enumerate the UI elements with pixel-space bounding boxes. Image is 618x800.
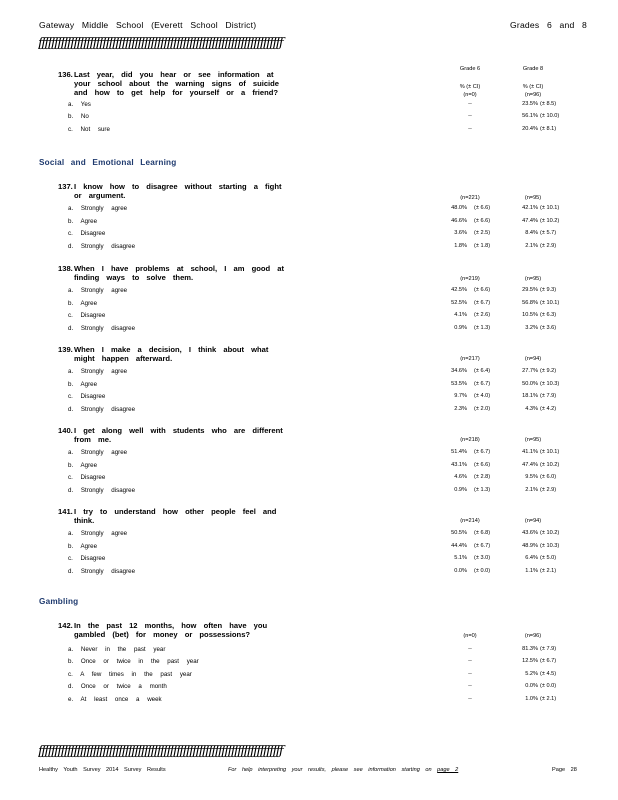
answer-option-label: a. Never in the past year — [68, 646, 166, 653]
question-text — [74, 507, 284, 525]
grade6-ci: (± 1.3) — [474, 324, 491, 331]
grade6-percent: 9.7% — [454, 393, 467, 400]
grade6-percent: 4.1% — [454, 312, 467, 319]
grade6-ci: (± 6.6) — [474, 461, 491, 468]
grade6-percent: 52.5% — [451, 299, 467, 306]
answer-option-label: a. Strongly agree — [68, 205, 128, 212]
grade8-ci: (± 10.0) — [540, 113, 560, 120]
grade6-percent: -- — [468, 658, 472, 665]
grade8-percent: 2.1% — [525, 486, 538, 493]
answer-option-label: b. No — [68, 113, 89, 121]
grade6-ci: (± 1.8) — [474, 242, 491, 249]
sample-size-grade6: (n=217) — [460, 356, 480, 362]
grade8-ci: (± 10.1) — [540, 299, 560, 306]
grade8-ci: (± 4.2) — [540, 405, 557, 412]
question-text — [74, 426, 284, 444]
grade8-ci: (± 7.9) — [540, 646, 557, 652]
answer-option-label: c. Disagree — [68, 230, 106, 238]
sample-size-grade6: (n=219) — [460, 276, 480, 282]
answer-option-label: e. At least once a week — [68, 695, 162, 703]
question-text-line: might happen afterward. — [74, 354, 173, 364]
grade8-percent: 27.7% — [522, 368, 538, 374]
grade8-ci: (± 10.2) — [540, 461, 560, 468]
grade6-percent: -- — [468, 695, 472, 702]
grade8-ci: (± 8.5) — [540, 101, 557, 107]
grade6-ci: (± 6.8) — [474, 530, 491, 536]
grade6-ci: (± 6.7) — [474, 299, 491, 306]
question-text-line: and how to get help for yourself or a friend? — [74, 88, 279, 98]
grade8-percent: 43.6% — [522, 530, 538, 536]
footer-page-number: Page 28 — [552, 767, 577, 773]
footer-help-message: For help interpreting your results, please see information starting on — [228, 767, 432, 773]
question-number: 140. — [58, 426, 73, 435]
grade6-ci: (± 6.6) — [474, 217, 491, 224]
grade8-ci: (± 9.2) — [540, 368, 557, 374]
answer-option-label: b. Agree — [68, 217, 98, 225]
grade6-ci: (± 6.7) — [474, 542, 491, 549]
answer-option-label: c. A few times in the past year — [68, 670, 192, 678]
grade8-ci: (± 10.3) — [540, 542, 560, 549]
question-number: 137. — [58, 182, 73, 191]
grade8-percent: 56.1% — [522, 113, 538, 120]
grade8-ci: (± 4.5) — [540, 670, 557, 677]
question-text-line: gambled (bet) for money or possessions? — [74, 630, 251, 640]
document-header-grades: Grades 6 and 8 — [510, 20, 588, 30]
grade8-percent: 1.1% — [525, 567, 538, 574]
grade6-ci: (± 2.5) — [474, 230, 491, 237]
question-text-line: your school about the warning signs of suicide — [74, 79, 280, 89]
answer-option-label: b. Once or twice in the past year — [68, 658, 199, 666]
answer-option-label: d. Strongly disagree — [68, 405, 136, 413]
grade6-percent: -- — [468, 646, 472, 652]
answer-option-label: d. Strongly disagree — [68, 567, 136, 575]
footer-help-text — [228, 767, 458, 773]
grade8-ci: (± 9.3) — [540, 287, 557, 293]
grade6-percent: -- — [468, 113, 472, 120]
grade6-percent: 43.1% — [451, 461, 467, 468]
question-text — [74, 182, 284, 200]
grade6-ci: (± 2.0) — [474, 405, 491, 412]
grade8-ci: (± 10.1) — [540, 449, 560, 455]
question-text-line: finding ways to solve them. — [74, 273, 194, 283]
grade8-ci: (± 2.9) — [540, 242, 557, 249]
grade8-percent: 56.8% — [522, 299, 538, 306]
grade6-ci: (± 6.6) — [474, 205, 491, 211]
grade8-percent: 2.1% — [525, 242, 538, 249]
question-number: 142. — [58, 621, 73, 630]
grade6-percent: -- — [468, 670, 472, 677]
answer-option-label: c. Disagree — [68, 393, 106, 401]
header-rule: ƒƒƒƒƒƒƒƒƒƒƒƒƒƒƒƒƒƒƒƒƒƒƒƒƒƒƒƒƒƒƒƒƒƒƒƒƒƒƒƒƒƒƒƒƒƒƒƒƒƒƒƒƒƒƒƒƒƒƒƒƒƒƒƒƒƒƒƒƒƒƒƒƒƒƒƒ — [38, 36, 283, 51]
answer-option-label: b. Agree — [68, 380, 98, 388]
grade8-percent: 0.0% — [525, 683, 538, 690]
sample-size-grade8: (n=95) — [524, 276, 542, 282]
grade6-percent: 46.6% — [451, 217, 467, 224]
grade8-ci: (± 10.2) — [540, 217, 560, 224]
grade6-ci: (± 0.0) — [474, 567, 491, 574]
grade8-ci: (± 8.1) — [540, 125, 557, 132]
sample-size-grade8: (n=95) — [524, 195, 542, 201]
grade6-percent: 0.0% — [454, 567, 467, 574]
question-text-line: I get along well with students who are different — [74, 426, 283, 435]
answer-option-label: a. Strongly agree — [68, 449, 128, 456]
grade8-ci: (± 5.0) — [540, 555, 557, 562]
grade6-percent: 53.5% — [451, 380, 467, 387]
document-header-title: Gateway Middle School (Everett School District) — [39, 20, 257, 30]
grade8-percent: 4.3% — [525, 405, 538, 412]
sample-size-grade6: (n=214) — [460, 518, 480, 524]
answer-option-label: c. Disagree — [68, 312, 106, 320]
grade8-percent: 50.0% — [522, 380, 538, 387]
grade6-percent: 5.1% — [454, 555, 467, 562]
question-text — [74, 345, 284, 363]
question-text-line: In the past 12 months, how often have you — [74, 621, 268, 630]
column-head-grade6: Grade 6 — [459, 66, 481, 72]
grade6-ci: (± 3.0) — [474, 555, 491, 562]
question-text-line: I know how to disagree without starting a fight — [74, 182, 282, 191]
question-text-line: When I make a decision, I think about what — [74, 345, 269, 354]
grade8-percent: 18.1% — [522, 393, 538, 400]
grade6-percent: 4.6% — [454, 474, 467, 481]
grade8-percent: 1.0% — [525, 695, 538, 702]
grade8-ci: (± 3.6) — [540, 324, 557, 331]
sample-size-grade6: (n=221) — [460, 195, 480, 201]
grade6-ci: (± 6.7) — [474, 380, 491, 387]
sample-size-grade8: (n=96) — [524, 633, 542, 639]
grade8-ci: (± 2.1) — [540, 567, 557, 574]
question-text-line: When I have problems at school, I am good at — [74, 264, 284, 273]
grade6-percent: -- — [468, 125, 472, 132]
footer-survey-name: Healthy Youth Survey 2014 Survey Results — [39, 767, 166, 773]
grade8-ci: (± 10.1) — [540, 205, 560, 211]
grade6-ci: (± 2.8) — [474, 474, 491, 481]
grade8-percent: 42.1% — [522, 205, 538, 211]
grade8-percent: 81.3% — [522, 646, 538, 652]
sample-size-grade6: (n=218) — [460, 437, 480, 443]
question-number: 138. — [58, 264, 73, 273]
grade8-percent: 48.9% — [522, 542, 538, 549]
answer-option-label: c. Disagree — [68, 474, 106, 482]
grade6-ci: (± 2.6) — [474, 312, 491, 319]
grade6-ci: (± 6.6) — [474, 287, 491, 293]
grade6-ci: (± 1.3) — [474, 486, 491, 493]
grade6-ci: (± 6.7) — [474, 449, 491, 455]
sample-size-grade6: (n=0) — [463, 92, 477, 98]
grade8-ci: (± 2.9) — [540, 486, 557, 493]
grade6-percent: 51.4% — [451, 449, 467, 455]
answer-option-label: d. Once or twice a month — [68, 683, 167, 691]
grade8-ci: (± 2.1) — [540, 695, 557, 702]
grade6-percent: 48.0% — [451, 205, 467, 211]
grade8-percent: 10.5% — [522, 312, 538, 319]
grade8-ci: (± 5.7) — [540, 230, 557, 237]
grade8-percent: 5.2% — [525, 670, 538, 677]
section-heading-gambling: Gambling — [39, 597, 79, 606]
column-head-pct8: % (± CI) — [522, 84, 544, 90]
column-head-pct6: % (± CI) — [459, 84, 481, 90]
grade6-percent: 0.9% — [454, 324, 467, 331]
grade8-ci: (± 0.0) — [540, 683, 557, 690]
answer-option-label: a. Strongly agree — [68, 287, 128, 294]
answer-option-label: d. Strongly disagree — [68, 324, 136, 332]
answer-option-label: a. Strongly agree — [68, 530, 128, 537]
sample-size-grade8: (n=96) — [524, 92, 542, 98]
grade6-percent: 44.4% — [451, 542, 467, 549]
footer-rule: ƒƒƒƒƒƒƒƒƒƒƒƒƒƒƒƒƒƒƒƒƒƒƒƒƒƒƒƒƒƒƒƒƒƒƒƒƒƒƒƒƒƒƒƒƒƒƒƒƒƒƒƒƒƒƒƒƒƒƒƒƒƒƒƒƒƒƒƒƒƒƒƒƒƒƒƒ — [38, 744, 283, 759]
grade6-percent: 0.9% — [454, 486, 467, 493]
grade6-percent: -- — [468, 683, 472, 690]
answer-option-label: a. Strongly agree — [68, 368, 128, 375]
column-head-grade8: Grade 8 — [522, 66, 544, 72]
grade6-ci: (± 6.4) — [474, 368, 491, 374]
grade8-percent: 8.4% — [525, 230, 538, 237]
grade6-percent: 3.6% — [454, 230, 467, 237]
grade6-percent: -- — [468, 101, 472, 107]
answer-option-label: c. Not sure — [68, 125, 110, 133]
grade8-percent: 20.4% — [522, 125, 538, 132]
sample-size-grade8: (n=94) — [524, 518, 542, 524]
answer-option-label: b. Agree — [68, 299, 98, 307]
grade6-percent: 2.3% — [454, 405, 467, 412]
grade6-ci: (± 4.0) — [474, 393, 491, 400]
grade8-percent: 23.5% — [522, 101, 538, 107]
sample-size-grade8: (n=94) — [524, 356, 542, 362]
grade8-ci: (± 6.3) — [540, 312, 557, 319]
question-text-line: or argument. — [74, 191, 126, 201]
grade8-percent: 47.4% — [522, 461, 538, 468]
answer-option-label: a. Yes — [68, 101, 91, 108]
grade8-percent: 12.5% — [522, 658, 538, 665]
answer-option-label: b. Agree — [68, 542, 98, 550]
sample-size-grade6: (n=0) — [463, 633, 477, 639]
question-number: 141. — [58, 507, 73, 516]
grade8-ci: (± 10.3) — [540, 380, 560, 387]
question-text-line: Last year, did you hear or see information at — [74, 70, 274, 79]
grade8-percent: 41.1% — [522, 449, 538, 455]
grade8-percent: 29.5% — [522, 287, 538, 293]
grade8-percent: 6.4% — [525, 555, 538, 562]
question-text — [74, 264, 284, 282]
question-text-line: from me. — [74, 435, 112, 445]
grade6-percent: 34.6% — [451, 368, 467, 374]
sample-size-grade8: (n=95) — [524, 437, 542, 443]
grade8-ci: (± 6.0) — [540, 474, 557, 481]
question-text-line: I try to understand how other people feel and — [74, 507, 277, 516]
grade6-percent: 1.8% — [454, 242, 467, 249]
grade8-ci: (± 6.7) — [540, 658, 557, 665]
question-number: 136. — [58, 70, 73, 79]
grade8-ci: (± 10.2) — [540, 530, 560, 536]
grade8-percent: 9.5% — [525, 474, 538, 481]
footer-page-link[interactable]: page 2 — [437, 767, 459, 773]
grade6-percent: 50.5% — [451, 530, 467, 536]
section-heading-social-emotional: Social and Emotional Learning — [39, 158, 177, 167]
grade8-percent: 47.4% — [522, 217, 538, 224]
question-text — [74, 70, 284, 98]
question-number: 139. — [58, 345, 73, 354]
answer-option-label: d. Strongly disagree — [68, 486, 136, 494]
grade8-percent: 3.2% — [525, 324, 538, 331]
grade6-percent: 42.5% — [451, 287, 467, 293]
question-text-line: think. — [74, 516, 95, 526]
question-text — [74, 621, 284, 639]
answer-option-label: b. Agree — [68, 461, 98, 469]
grade8-ci: (± 7.9) — [540, 393, 557, 400]
answer-option-label: c. Disagree — [68, 555, 106, 563]
answer-option-label: d. Strongly disagree — [68, 242, 136, 250]
